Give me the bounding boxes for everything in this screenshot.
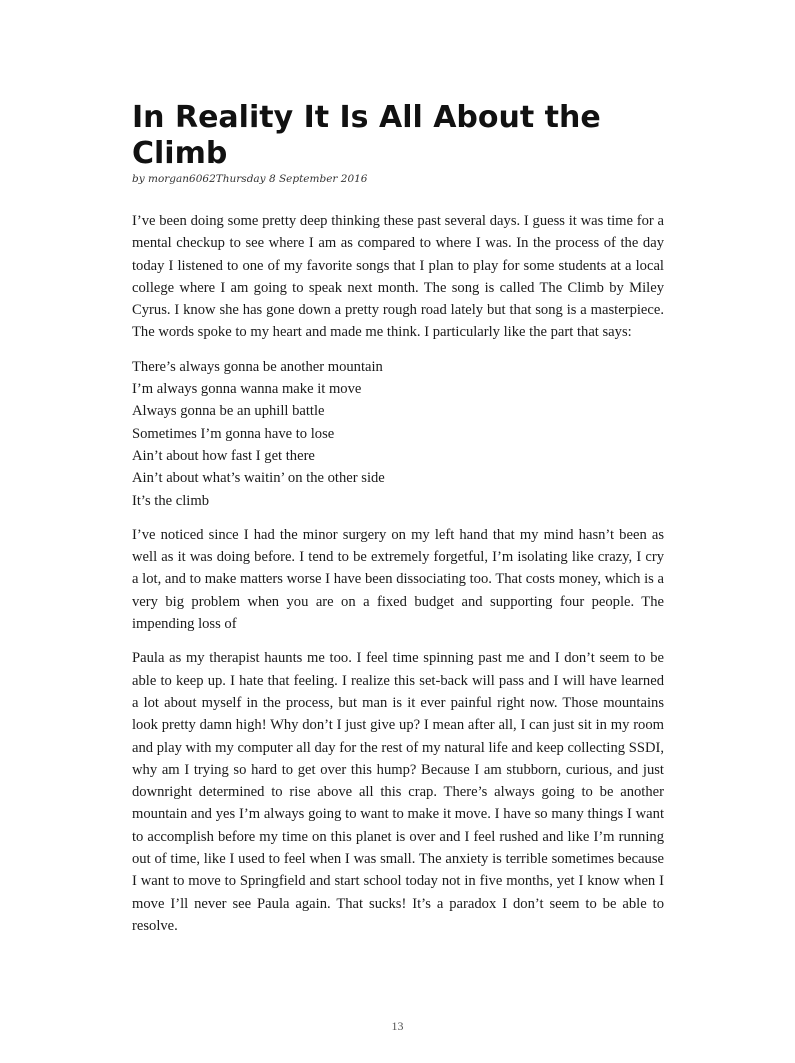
lyric-line: Ain’t about what’s waitin’ on the other side	[132, 470, 385, 487]
lyric-line: Always gonna be an uphill battle	[132, 403, 325, 420]
paragraph-surgery: I’ve noticed since I had the minor surgery on my left hand that my mind hasn’t been as well as it was doing before. I tend to be extremely forgetful, I’m isolating like crazy, I cry a lot, and to make matters worse I have been dissociating too. That costs money, which is a very big problem when you are on a fixed budget and supporting four people. The impending loss of	[132, 526, 664, 633]
lyric-line: It’s the climb	[132, 492, 210, 509]
article	[132, 100, 664, 949]
page-number: 13	[391, 1019, 404, 1033]
lyrics-block	[132, 356, 664, 512]
paragraph-intro: I’ve been doing some pretty deep thinking these past several days. I guess it was time for a mental checkup to see where I am as compared to where I was. In the process of the day today I listened to one of my favorite songs that I plan to play for some students at a local college where I am going to speak next month. The song is called The Climb by Miley Cyrus. I know she has gone down a pretty rough road lately but that song is a masterpiece. The words spoke to my heart and made me think. I particularly like the part that says:	[132, 213, 664, 341]
lyric-line: I’m always gonna wanna make it move	[132, 381, 362, 398]
lyric-line: Sometimes I’m gonna have to lose	[132, 425, 335, 442]
article-title: In Reality It Is All About the Climb	[132, 100, 601, 171]
article-byline: by morgan6062Thursday 8 September 2016	[132, 173, 368, 185]
lyric-line: There’s always gonna be another mountain	[132, 358, 383, 375]
lyric-line: Ain’t about how fast I get there	[132, 447, 315, 464]
paragraph-paula: Paula as my therapist haunts me too. I feel time spinning past me and I don’t seem to be able to keep up. I hate that feeling. I realize this set-back will pass and I will have learned a lot about myself in the process, but man is it ever painful right now. Those mountains look pretty damn high! Why don’t I just give up? I mean after all, I can just sit in my room and play with my computer all day for the rest of my natural life and keep collecting SSDI, why am I trying so hard to get over this hump? Because I am stubborn, curious, and just downright determined to rise above all this crap. There’s always going to be another mountain and yes I’m always going to want to make it move. I have so many things I want to accomplish before my time on this planet is over and I feel rushed and like I’m running out of time, like I used to feel when I was small. The anxiety is terrible sometimes because I want to move to Springfield and start school today not in five months, yet I know when I move I’ll never see Paula again. That sucks! It’s a paradox I don’t seem to be able to resolve.	[132, 650, 664, 934]
